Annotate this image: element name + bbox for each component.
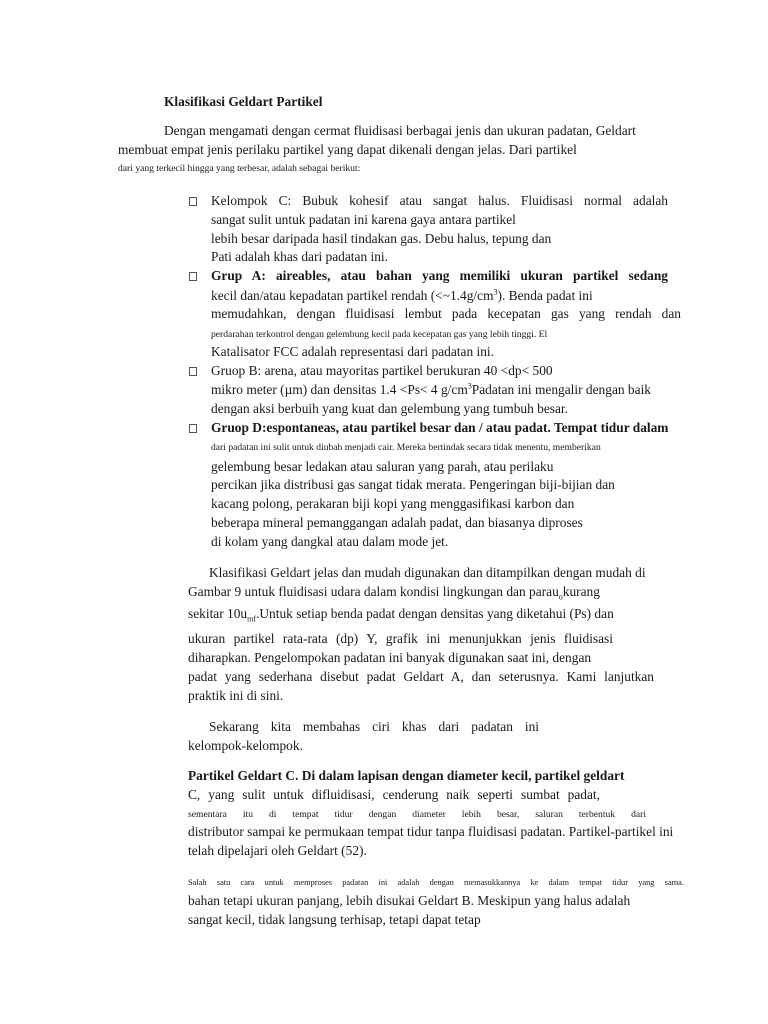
group-a-line-3: memudahkan, dengan fluidisasi lembut pada kecepatan gas yang rendah dan [211, 306, 681, 321]
group-c-line-1: Kelompok C: Bubuk kohesif atau sangat halus. Fluidisasi normal adalah [211, 193, 668, 208]
intro-line-2: membuat empat jenis perilaku partikel yang dapat dikenali dengan jelas. Dari partikel [118, 142, 577, 157]
para5-line-1: Salah satu cara untuk memproses padatan ini adalah dengan memasukkannya ke dalam tempat tidur yang sama. [188, 878, 684, 887]
para2-line-1: Klasifikasi Geldart jelas dan mudah digunakan dan ditampilkan dengan mudah di [209, 565, 646, 580]
para3-line-2: kelompok-kelompok. [188, 738, 303, 753]
group-d-line-3: gelembung besar ledakan atau saluran yang parah, atau perilaku [211, 459, 554, 474]
group-d-line-7: di kolam yang dangkal atau dalam mode jet. [211, 534, 449, 549]
group-c-line-3: lebih besar daripada hasil tindakan gas. Debu halus, tepung dan [211, 231, 552, 246]
para2-line-5: diharapkan. Pengelompokan padatan ini banyak digunakan saat ini, dengan [188, 650, 592, 665]
intro-line-3: dari yang terkecil hingga yang terbesar, adalah sebagai berikut: [118, 163, 361, 174]
para2-line-7: praktik ini di sini. [188, 688, 284, 703]
group-c-line-4: Pati adalah khas dari padatan ini. [211, 249, 388, 264]
para4-line-4: distributor sampai ke permukaan tempat tidur tanpa fluidisasi padatan. Partikel-partikel ini [188, 824, 674, 839]
checkbox-bullet-icon [189, 197, 197, 206]
para4-line-3: sementara itu di tempat tidur dengan diameter lebih besar, saluran terbentuk dari [188, 809, 646, 820]
para2-line-4: ukuran partikel rata-rata (dp) Y, grafik ini menunjukkan jenis fluidisasi [188, 631, 613, 646]
group-d-line-1: Gruop D:espontaneas, atau partikel besar dan / atau padat. Tempat tidur dalam [211, 420, 669, 435]
group-a-line-1: Grup A: aireables, atau bahan yang memiliki ukuran partikel sedang [211, 268, 668, 283]
group-d-line-5: kacang polong, perakaran biji kopi yang menggasifikasi karbon dan [211, 496, 575, 511]
group-b-line-3: dengan aksi berbuih yang kuat dan gelembung yang tumbuh besar. [211, 401, 568, 416]
group-d-line-4: percikan jika distribusi gas sangat tidak merata. Pengeringan biji-bijian dan [211, 477, 615, 492]
para4-line-2: C, yang sulit untuk difluidisasi, cenderung naik seperti sumbat padat, [188, 787, 600, 802]
checkbox-bullet-icon [189, 367, 197, 376]
checkbox-bullet-icon [189, 272, 197, 281]
intro-line-1: Dengan mengamati dengan cermat fluidisasi berbagai jenis dan ukuran padatan, Geldart [164, 123, 636, 138]
document-title: Klasifikasi Geldart Partikel [164, 94, 323, 109]
para2-line-6: padat yang sederhana disebut padat Geldart A, dan seterusnya. Kami lanjutkan [188, 669, 654, 684]
group-d-line-6: beberapa mineral pemanggangan adalah padat, dan biasanya diproses [211, 515, 583, 530]
group-a-line-5: Katalisator FCC adalah representasi dari padatan ini. [211, 344, 494, 359]
group-a-line-4: perdarahan terkontrol dengan gelembung kecil pada kecepatan gas yang lebih tinggi. El [211, 329, 548, 340]
group-b-line-2: mikro meter (µm) dan densitas 1.4 <Ps< 4 $g/cm^3Padatan$ ini mengalir dengan baik [211, 381, 651, 397]
para2-line-3: sekitar $10u_{mf}.Untuk$ setiap benda padat dengan densitas yang diketahui (Ps) dan [188, 606, 614, 624]
para2-line-2: Gambar 9 untuk fluidisasi udara dalam kondisi lingkungan dan parau$_o$kurang [188, 584, 600, 602]
para4-line-1: Partikel Geldart C. Di dalam lapisan dengan diameter kecil, partikel geldart [188, 768, 625, 783]
group-b-line-1: Gruop B: arena, atau mayoritas partikel berukuran 40 <dp< 500 [211, 363, 553, 378]
para5-line-3: sangat kecil, tidak langsung terhisap, tetapi dapat tetap [188, 912, 481, 927]
group-d-line-2: dari padatan ini sulit untuk diubah menjadi cair. Mereka bertindak secara tidak menentu, memberikan [211, 442, 601, 453]
para5-line-2: bahan tetapi ukuran panjang, lebih disukai Geldart B. Meskipun yang halus adalah [188, 893, 631, 908]
para3-line-1: Sekarang kita membahas ciri khas dari padatan ini [209, 719, 539, 734]
group-a-line-2: kecil dan/atau kepadatan partikel rendah $(<\sim 1.4g/cm^3)$. Benda padat ini [211, 287, 593, 303]
group-c-line-2: sangat sulit untuk padatan ini karena gaya antara partikel [211, 212, 516, 227]
checkbox-bullet-icon [189, 424, 197, 433]
para4-line-5: telah dipelajari oleh Geldart (52). [188, 843, 367, 858]
